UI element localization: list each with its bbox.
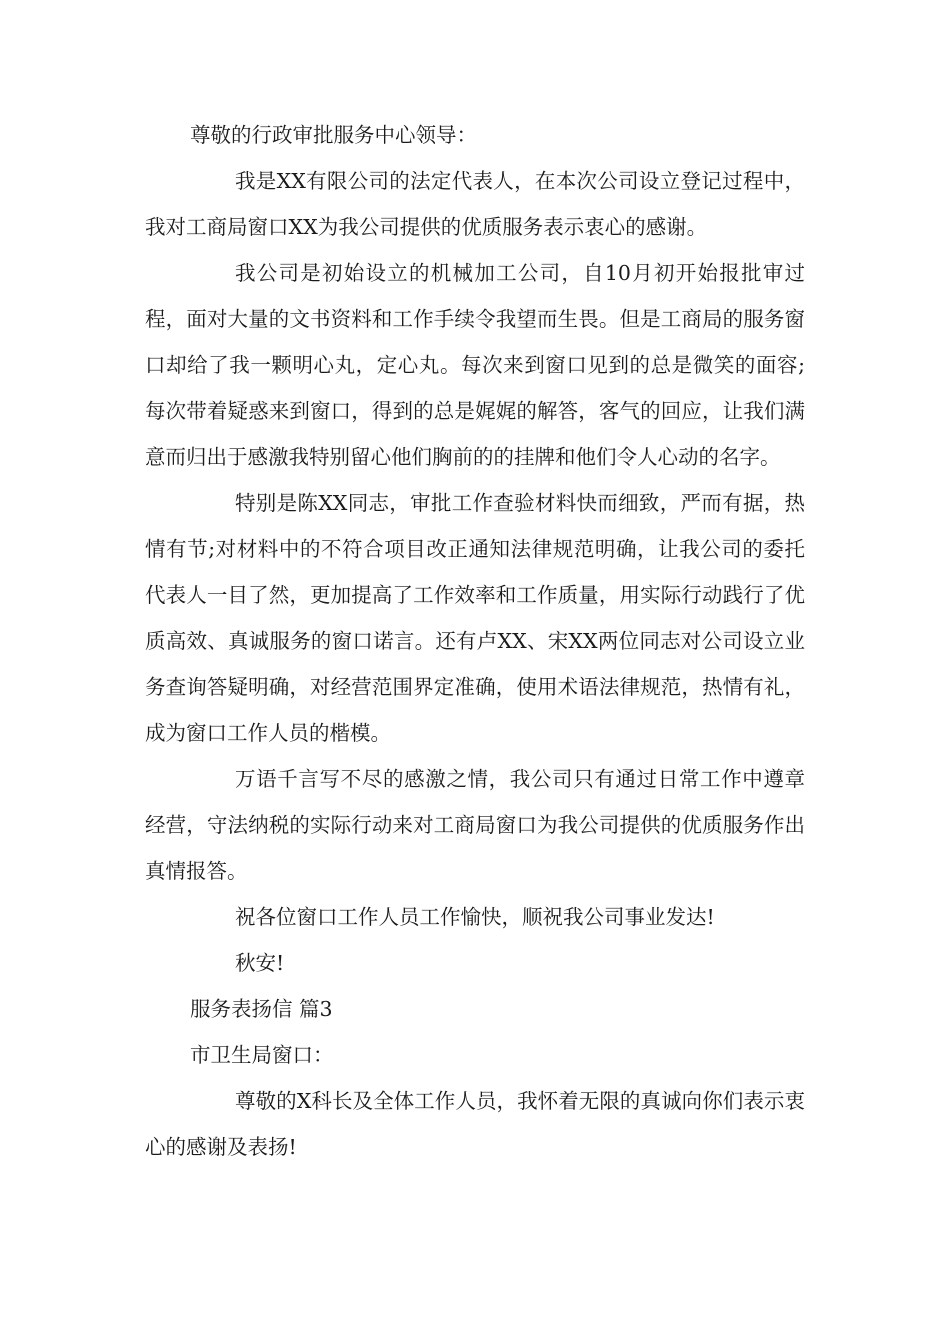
- closing-line: 秋安!: [235, 951, 285, 975]
- salutation: 尊敬的行政审批服务中心领导：: [190, 123, 477, 147]
- paragraph: 我公司是初始设立的机械加工公司，自10月初开始报批审过程，面对大量的文书资料和工作手续令我望而生畏。但是工商局的服务窗口却给了我一颗明心丸，定心丸。每次来到窗口见到的总是微笑的面容;每次带着疑惑来到窗口，得到的总是娓娓的解答，客气的回应，让我们满意而归出于感激我特别留心他们胸前的的挂牌和他们令人心动的名字。: [145, 261, 805, 469]
- paragraph: 祝各位窗口工作人员工作愉快，顺祝我公司事业发达!: [235, 905, 715, 929]
- paragraph: 万语千言写不尽的感激之情，我公司只有通过日常工作中遵章经营，守法纳税的实际行动来对工商局窗口为我公司提供的优质服务作出真情报答。: [145, 767, 805, 883]
- paragraph: 特别是陈XX同志，审批工作查验材料快而细致，严而有据，热情有节;对材料中的不符合项目改正通知法律规范明确，让我公司的委托代表人一目了然，更加提高了工作效率和工作质量，用实际行动践行了优质高效、真诚服务的窗口诺言。还有卢XX、宋XX两位同志对公司设立业务查询答疑明确，对经营范围界定准确，使用术语法律规范，热情有礼，成为窗口工作人员的楷模。: [145, 491, 805, 745]
- salutation: 市卫生局窗口：: [190, 1043, 334, 1067]
- document-body: [145, 112, 805, 1170]
- paragraph: 我是XX有限公司的法定代表人，在本次公司设立登记过程中，我对工商局窗口XX为我公司提供的优质服务表示衷心的感谢。: [145, 169, 805, 239]
- section-title: 服务表扬信 篇3: [190, 997, 333, 1021]
- paragraph: 尊敬的X科长及全体工作人员，我怀着无限的真诚向你们表示衷心的感谢及表扬!: [145, 1089, 805, 1159]
